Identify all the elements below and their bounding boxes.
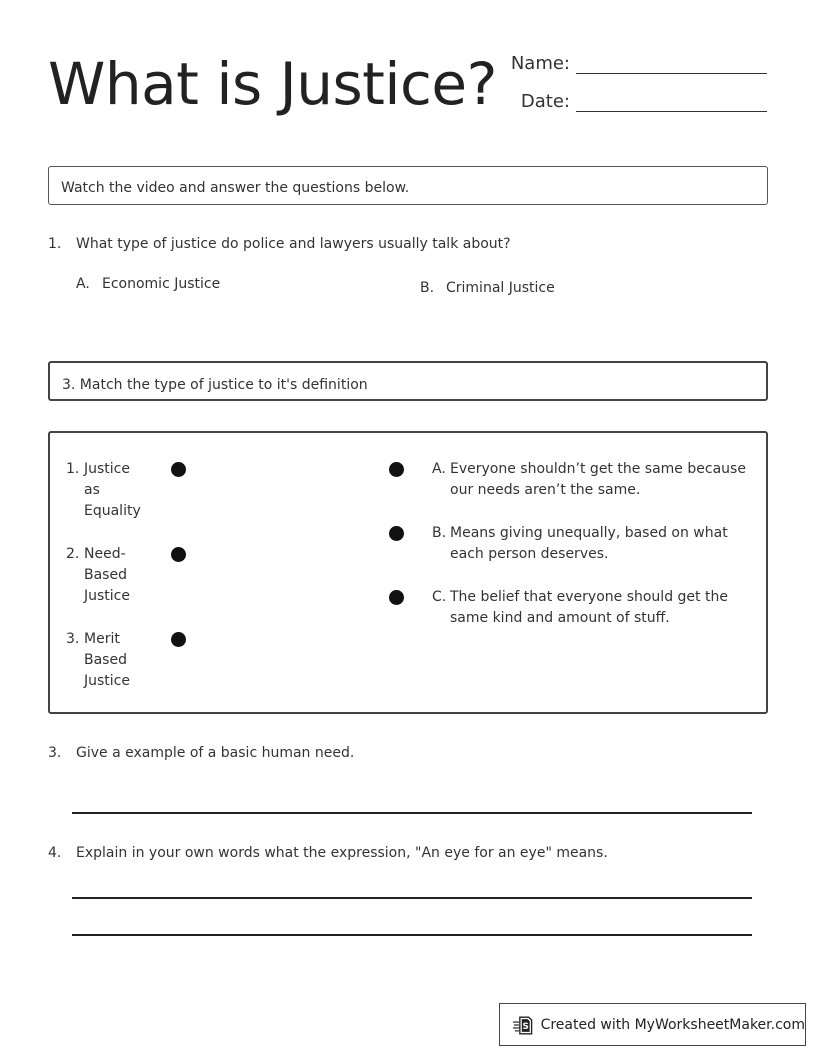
match-term-3-text: Merit Based Justice bbox=[84, 631, 130, 689]
question-4-number: 4. bbox=[48, 845, 62, 861]
instructions-text: Watch the video and answer the questions below. bbox=[61, 180, 410, 196]
match-def-b-letter: B. bbox=[432, 525, 447, 541]
footer-badge[interactable] bbox=[499, 1003, 806, 1046]
option-a[interactable] bbox=[76, 276, 220, 292]
match-def-a bbox=[432, 459, 752, 501]
page-title: What is Justice? bbox=[48, 50, 497, 118]
match-dot-def-a[interactable] bbox=[389, 462, 404, 477]
match-dot-def-b[interactable] bbox=[389, 526, 404, 541]
option-b[interactable] bbox=[420, 280, 555, 296]
match-term-1-text: Justice as Equality bbox=[84, 461, 141, 519]
question-4-answer-line-1[interactable] bbox=[72, 897, 752, 899]
option-a-text: Economic Justice bbox=[102, 276, 221, 292]
worksheet-maker-logo-icon bbox=[512, 1014, 534, 1036]
match-term-2 bbox=[66, 544, 156, 608]
name-field[interactable] bbox=[506, 52, 767, 74]
match-term-3-number: 3. bbox=[66, 631, 80, 647]
match-term-2-number: 2. bbox=[66, 546, 80, 562]
matching-header-box bbox=[48, 361, 768, 401]
svg-text:S: S bbox=[522, 1021, 529, 1032]
match-term-1 bbox=[66, 459, 156, 523]
question-3-text: Give a example of a basic human need. bbox=[76, 745, 355, 761]
name-label: Name: bbox=[510, 53, 570, 74]
match-def-c-text: The belief that everyone should get the same kind and amount of stuff. bbox=[450, 589, 728, 626]
option-a-letter: A. bbox=[76, 276, 90, 292]
match-term-2-text: Need-Based Justice bbox=[84, 546, 130, 604]
date-field[interactable] bbox=[506, 90, 767, 112]
date-line[interactable] bbox=[576, 90, 767, 112]
match-term-3 bbox=[66, 629, 156, 693]
name-line[interactable] bbox=[576, 52, 767, 74]
match-dot-term-2[interactable] bbox=[171, 547, 186, 562]
match-def-c-letter: C. bbox=[432, 589, 447, 605]
match-def-a-letter: A. bbox=[432, 461, 446, 477]
matching-box bbox=[48, 431, 768, 714]
matching-header-text: 3. Match the type of justice to it's definition bbox=[62, 377, 368, 393]
question-4-answer-line-2[interactable] bbox=[72, 934, 752, 936]
question-1-text: What type of justice do police and lawyers usually talk about? bbox=[76, 236, 511, 252]
date-label: Date: bbox=[520, 91, 570, 112]
question-3-number: 3. bbox=[48, 745, 62, 761]
footer-text: Created with MyWorksheetMaker.com bbox=[540, 1016, 805, 1033]
match-dot-def-c[interactable] bbox=[389, 590, 404, 605]
instructions-box bbox=[48, 166, 768, 205]
match-term-1-number: 1. bbox=[66, 461, 80, 477]
question-4-text: Explain in your own words what the expression, "An eye for an eye" means. bbox=[76, 845, 608, 861]
question-1 bbox=[48, 236, 768, 256]
match-def-b-text: Means giving unequally, based on what each person deserves. bbox=[450, 525, 728, 562]
question-3 bbox=[48, 745, 768, 765]
match-def-a-text: Everyone shouldn’t get the same because our needs aren’t the same. bbox=[450, 461, 746, 498]
question-1-number: 1. bbox=[48, 236, 62, 252]
match-dot-term-1[interactable] bbox=[171, 462, 186, 477]
question-4 bbox=[48, 845, 768, 865]
option-b-letter: B. bbox=[420, 280, 435, 296]
question-3-answer-line[interactable] bbox=[72, 812, 752, 814]
option-b-text: Criminal Justice bbox=[446, 280, 555, 296]
match-def-c bbox=[432, 587, 752, 629]
match-def-b bbox=[432, 523, 752, 565]
match-dot-term-3[interactable] bbox=[171, 632, 186, 647]
